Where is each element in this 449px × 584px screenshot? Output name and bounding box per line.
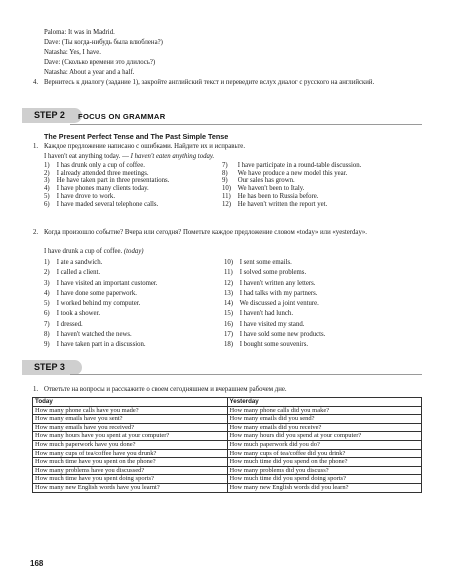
list-item: 16) I have visited my stand. — [224, 320, 305, 328]
task-4 — [33, 79, 423, 87]
exercise-number: 2. — [33, 229, 39, 236]
grammar-subtitle: The Present Perfect Tense and The Past Simple Tense — [44, 132, 229, 141]
table-cell: How many emails did you send? — [227, 415, 422, 424]
list-item: 11) I solved some problems. — [224, 269, 307, 277]
list-item: 4) I have phones many clients today. — [44, 185, 149, 193]
dialogue-line: Dave: (Сколько времени это длилось?) — [44, 59, 156, 66]
table-cell: How many cups of tea/coffee have you drunk? — [33, 449, 228, 458]
list-item: 3) He have taken part in three presentations. — [44, 177, 170, 185]
table-row — [33, 483, 422, 492]
table-row — [33, 449, 422, 458]
exercise-1-example — [44, 153, 214, 161]
table-row — [33, 406, 422, 415]
table-row — [33, 440, 422, 449]
exercise-1-left-column — [44, 162, 169, 208]
column-header-yesterday: Yesterday — [227, 398, 422, 407]
table-cell: How much time have you spent doing sports? — [33, 475, 228, 484]
table-cell: How many phone calls did you make? — [227, 406, 422, 415]
table-cell: How many new English words did you learn? — [227, 483, 422, 492]
table-row — [33, 466, 422, 475]
list-item: 4) I have done some paperwork. — [44, 289, 137, 297]
exercise-number: 1. — [33, 386, 39, 393]
table-row — [33, 432, 422, 441]
section-divider — [70, 124, 422, 125]
example-answer: (today) — [123, 248, 144, 255]
dialogue-line: Paloma: It was in Madrid. — [44, 29, 115, 36]
table-cell: How many hours have you spent at your computer? — [33, 432, 228, 441]
list-item: 12) He haven't written the report yet. — [222, 200, 328, 208]
exercise-2-instruction — [33, 229, 423, 237]
task-number: 4. — [33, 79, 39, 86]
list-item: 12) I haven't written any letters. — [224, 279, 316, 287]
example-sentence: I haven't eat anything today. — — [44, 153, 131, 160]
list-item: 6) I have maded several telephone calls. — [44, 200, 159, 208]
section-divider — [70, 374, 422, 375]
exercise-2-example — [44, 248, 144, 256]
list-item: 14) We discussed a joint venture. — [224, 300, 319, 308]
list-item: 8) We have produce a new model this year. — [222, 169, 348, 177]
questions-table — [32, 397, 422, 493]
exercise-2-right-column — [224, 258, 325, 351]
table-cell: How many problems did you discuss? — [227, 466, 422, 475]
exercise-number: 1. — [33, 143, 39, 150]
list-item: 6) I took a shower. — [44, 310, 101, 318]
table-cell: How much paperwork did you do? — [227, 440, 422, 449]
table-cell: How many cups of tea/coffee did you drink? — [227, 449, 422, 458]
list-item: 7) I have participate in a round-table discussion. — [222, 162, 362, 169]
table-cell: How many new English words have you learnt? — [33, 483, 228, 492]
list-item: 8) I haven't watched the news. — [44, 331, 132, 339]
exercise-1-right-column — [222, 162, 361, 208]
list-item: 18) I bought some souvenirs. — [224, 341, 309, 349]
table-cell: How much time did you spend on the phone? — [227, 458, 422, 467]
list-item: 9) Our sales has grown. — [222, 177, 295, 185]
table-cell: How many problems have you discussed? — [33, 466, 228, 475]
list-item: 5) I have drove to work. — [44, 192, 116, 200]
list-item: 3) I have visited an important customer. — [44, 279, 158, 287]
table-row — [33, 475, 422, 484]
exercise-1-instruction — [33, 143, 245, 151]
step-3-instruction — [33, 386, 287, 394]
list-item: 5) I worked behind my computer. — [44, 300, 141, 308]
task-instruction: Вернитесь к диалогу (задание 1), закройте английский текст и переведите вслух диалог с русского на английский. — [44, 79, 375, 86]
list-item: 10) I sent some emails. — [224, 259, 292, 266]
list-item: 15) I haven't had lunch. — [224, 310, 294, 318]
instruction-text: Каждое предложение написано с ошибками. Найдите их и исправьте. — [44, 143, 246, 150]
dialogue-line: Dave: (Ты когда-нибудь была влюблена?) — [44, 39, 163, 46]
table-cell: How many hours did you spend at your computer? — [227, 432, 422, 441]
list-item: 11) He has been to Russia before. — [222, 192, 319, 200]
list-item: 2) I called a client. — [44, 269, 101, 277]
table-cell: How many emails did you receive? — [227, 423, 422, 432]
list-item: 10) We haven't been to Italy. — [222, 185, 305, 193]
table-cell: How many phone calls have you made? — [33, 406, 228, 415]
exercise-2-left-column — [44, 258, 158, 351]
table-header-row — [33, 398, 422, 407]
table-row — [33, 423, 422, 432]
table-row — [33, 458, 422, 467]
list-item: 17) I have sold some new products. — [224, 331, 326, 339]
dialogue-line: Natasha: Yes, I have. — [44, 49, 102, 56]
list-item: 13) I had talks with my partners. — [224, 289, 318, 297]
list-item: 2) I already attended three meetings. — [44, 169, 149, 177]
column-header-today: Today — [33, 398, 228, 407]
table-cell: How much paperwork have you done? — [33, 440, 228, 449]
list-item: 1) I has drunk only a cup of coffee. — [44, 162, 145, 169]
list-item: 7) I dressed. — [44, 320, 83, 328]
table-row — [33, 415, 422, 424]
step-2-badge: STEP 2 — [22, 108, 82, 123]
instruction-text: Ответьте на вопросы и расскажите о своем сегодняшнем и вчерашнем рабочем дне. — [44, 386, 287, 393]
table-cell: How many emails have you sent? — [33, 415, 228, 424]
step-2-title: FOCUS ON GRAMMAR — [78, 112, 166, 121]
example-sentence: I have drunk a cup of coffee. — [44, 248, 124, 255]
table-cell: How much time did you spend doing sports? — [227, 475, 422, 484]
example-answer: I haven't eaten anything today. — [130, 153, 215, 160]
page-number: 168 — [30, 559, 44, 568]
table-cell: How much time have you spent on the phone? — [33, 458, 228, 467]
step-3-badge: STEP 3 — [22, 360, 82, 375]
dialogue-line: Natasha: About a year and a half. — [44, 69, 135, 76]
table-cell: How many emails have you received? — [33, 423, 228, 432]
list-item: 1) I ate a sandwich. — [44, 259, 103, 266]
instruction-text: Когда произошло событие? Вчера или сегодня? Пометьте каждое предложение словом «today» или «yesterday». — [44, 229, 367, 236]
list-item: 9) I have taken part in a discussion. — [44, 341, 146, 349]
